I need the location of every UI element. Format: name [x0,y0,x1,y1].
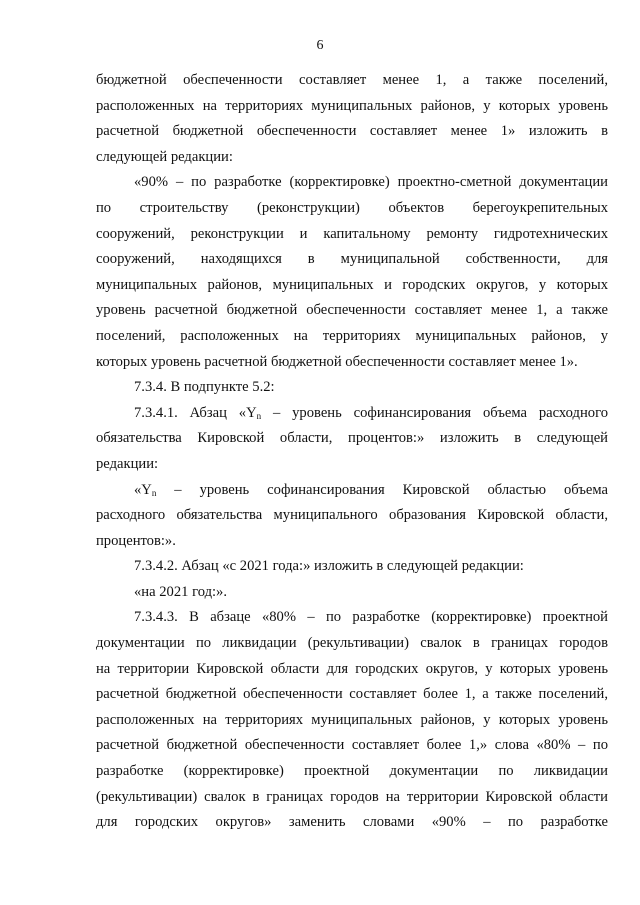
text-line: сооружений, находящихся в муниципальной собственности, для [96,251,608,268]
text-line: расчетной бюджетной обеспеченности составляет менее 1» изложить в [96,123,608,140]
text-line: 7.3.4.1. Абзац «$Y_n$ – уровень софинансирования объема расходного [134,404,608,421]
text-line: для городских округов» заменить словами «90% – по разработке [96,814,608,831]
text-line: которых уровень расчетной бюджетной обеспеченности составляет менее 1». [96,353,578,370]
text-line: уровень расчетной бюджетной обеспеченности составляет менее 1, а также [96,302,608,319]
text-line: разработке (корректировке) проектной документации по ликвидации [96,763,608,780]
text-line: документации по ликвидации (рекультивации) свалок в границах городов [96,635,608,652]
text-line: 7.3.4.3. В абзаце «80% – по разработке (корректировке) проектной [134,609,608,626]
text-line: поселений, расположенных на территориях муниципальных районов, у [96,327,608,344]
text-line: расчетной бюджетной обеспеченности составляет более 1, а также поселений, [96,686,608,703]
page-number: 6 [316,38,324,53]
text-line: сооружений, реконструкции и капитальному ремонту гидротехнических [96,225,608,242]
subscript-n: n [151,487,157,498]
text-line: муниципальных районов, муниципальных и городских округов, у которых [96,276,608,293]
text-line: «90% – по разработке (корректировке) проектно-сметной документации [134,174,608,191]
text-line: на территории Кировской области для городских округов, у которых уровень [96,660,608,677]
text-line: 7.3.4. В подпункте 5.2: [134,379,275,396]
text-line: по строительству (реконструкции) объектов берегоукрепительных [96,199,608,216]
text-line: обязательства Кировской области, процентов:» изложить в следующей [96,430,608,447]
document-body [96,68,608,836]
text-line: «на 2021 год:». [134,583,227,600]
text-line: 7.3.4.2. Абзац «с 2021 года:» изложить в следующей редакции: [134,558,524,575]
text-line: расположенных на территориях муниципальных районов, у которых уровень [96,97,608,114]
text-line: расходного обязательства муниципального образования Кировской области, [96,507,608,524]
text-line: (рекультивации) свалок в границах городов на территории Кировской области [96,788,608,805]
text-line: редакции: [96,455,159,472]
subscript-n: n [256,410,262,421]
text-line: расположенных на территориях муниципальных районов, у которых уровень [96,711,608,728]
text-line: процентов:». [96,532,176,549]
text-line: следующей редакции: [96,148,233,165]
text-line: расчетной бюджетной обеспеченности составляет более 1,» слова «80% – по [96,737,608,754]
text-line: бюджетной обеспеченности составляет менее 1, а также поселений, [96,72,608,88]
text-line: «$Y_n$ – уровень софинансирования Кировской областью объема [134,481,608,498]
